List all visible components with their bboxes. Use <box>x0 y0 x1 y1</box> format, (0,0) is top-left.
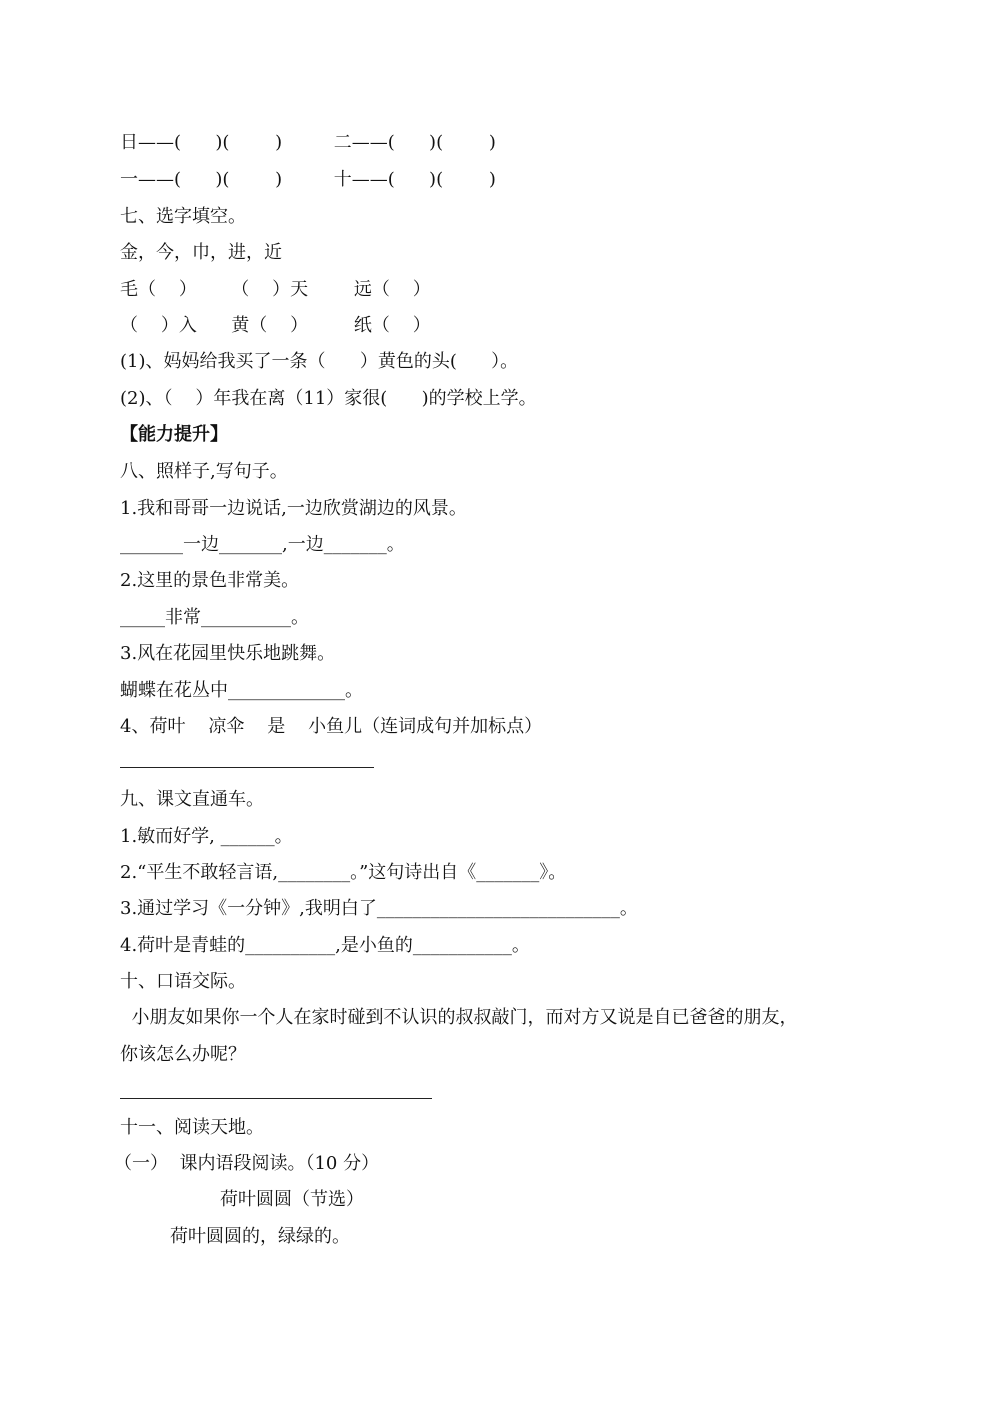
section-9-title: 九、课文直通车。 <box>120 789 264 810</box>
section-11-title: 十一、阅读天地。 <box>120 1117 264 1138</box>
sentence-1: (1)、妈妈给我买了一条（ ）黄色的头( ）。 <box>120 351 519 372</box>
recite-2: 2.“平生不敢轻言语,________。”这句诗出自《_______》。 <box>120 862 567 883</box>
reading-part-1: （一） 课内语段阅读。（10 分） <box>114 1153 380 1174</box>
section-7-title: 七、选字填空。 <box>120 206 246 227</box>
passage-title: 荷叶圆圆（节选） <box>220 1189 364 1210</box>
fill-row-1: 毛（ ） （ ）天 远（ ） <box>120 279 431 300</box>
sentence-2: (2)、（ ）年我在离（11）家很( )的学校上学。 <box>120 388 537 409</box>
recite-1: 1.敏而好学, ______。 <box>120 826 293 847</box>
choice-characters: 金，今，巾，进，近 <box>120 242 282 263</box>
fill-row-2: （ ）入 黄（ ） 纸（ ） <box>120 315 431 336</box>
oral-question-1: 小朋友如果你一个人在家时碰到不认识的叔叔敲门，而对方又说是自已爸爸的朋友， <box>120 1007 798 1028</box>
example-1: 1.我和哥哥一边说话,一边欣赏湖边的风景。 <box>120 498 467 519</box>
example-2: 2.这里的景色非常美。 <box>120 570 300 591</box>
passage-text: 荷叶圆圆的，绿绿的。 <box>170 1226 350 1247</box>
answer-1: _______一边_______,一边_______。 <box>120 534 405 555</box>
example-3: 3.风在花园里快乐地跳舞。 <box>120 643 336 664</box>
line-yi-shi: 一——( )( ) 十——( )( ) <box>120 169 496 190</box>
recite-3: 3.通过学习《一分钟》,我明白了___________________________。 <box>120 898 638 919</box>
line-ri-er: 日——( )( ) 二——( )( ) <box>120 132 496 153</box>
answer-line-oral <box>120 1098 432 1099</box>
section-8-title: 八、照样子,写句子。 <box>120 461 288 482</box>
oral-question-2: 你该怎么办呢？ <box>120 1044 246 1065</box>
answer-3: 蝴蝶在花丛中_____________。 <box>120 680 363 701</box>
example-4: 4、荷叶 凉伞 是 小鱼儿（连词成句并加标点） <box>120 716 543 737</box>
answer-line-4 <box>120 767 374 768</box>
answer-2: _____非常__________。 <box>120 607 309 628</box>
ability-header: 【能力提升】 <box>120 424 228 445</box>
section-10-title: 十、口语交际。 <box>120 971 246 992</box>
recite-4: 4.荷叶是青蛙的__________,是小鱼的___________。 <box>120 935 530 956</box>
